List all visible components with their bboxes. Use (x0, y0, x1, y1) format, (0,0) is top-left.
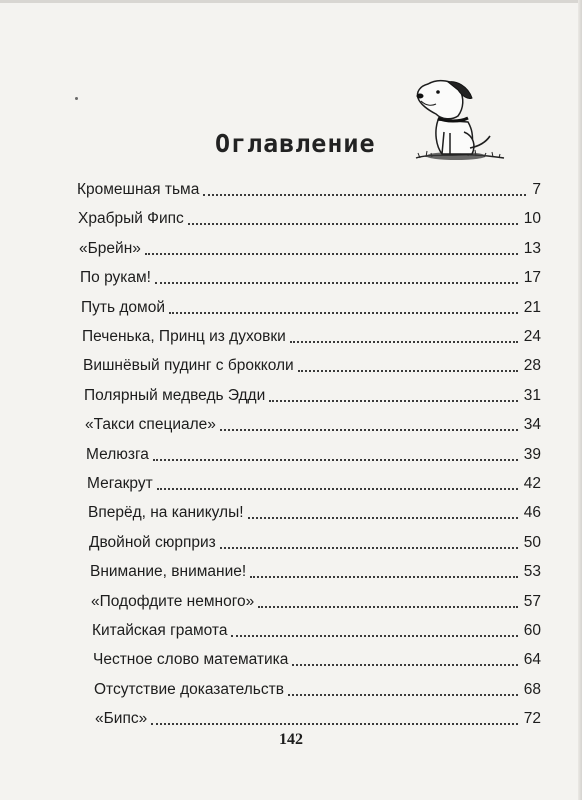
toc-entry-title: Кромешная тьма (77, 181, 200, 198)
toc-entry (77, 180, 541, 200)
toc-entry-page: 60 (523, 622, 541, 639)
toc-entry-page: 72 (523, 710, 541, 728)
toc-entry (80, 268, 541, 288)
dot-leader (258, 606, 518, 608)
toc-entry (93, 650, 541, 670)
toc-entry-title: Мегакрут (87, 475, 153, 492)
toc-entry-title: «Бипс» (95, 710, 148, 728)
toc-entry (78, 209, 541, 229)
toc-entry-title: Храбрый Фипс (78, 210, 184, 228)
toc-entry-title: «Брейн» (79, 239, 141, 257)
toc-entry-title: Путь домой (81, 298, 165, 316)
dot-leader (298, 370, 518, 372)
toc-entry (82, 327, 541, 347)
page-number: 142 (279, 731, 303, 748)
toc-entry-title: Вперёд, на каникулы! (88, 504, 244, 522)
toc-entry (88, 503, 541, 523)
dot-leader (151, 723, 518, 725)
toc-entry-page: 50 (523, 533, 541, 551)
toc-entry-page: 46 (523, 504, 541, 522)
toc-entry-page: 42 (523, 475, 541, 492)
toc-entry-page: 10 (523, 210, 541, 228)
toc-entry-title: Честное слово математика (93, 651, 289, 669)
dot-leader (203, 194, 526, 196)
dot-leader (188, 223, 518, 225)
toc-entry-page: 17 (523, 269, 541, 287)
dot-leader (269, 400, 518, 402)
toc-entry-title: Внимание, внимание! (90, 563, 247, 581)
toc-entry-page: 34 (523, 416, 541, 434)
toc-entry (92, 621, 541, 641)
toc-entry-title: Вишнёвый пудинг с брокколи (83, 357, 294, 375)
page-title: Оглавление (215, 129, 376, 158)
toc-entry (84, 386, 541, 406)
toc-entry-title: Полярный медведь Эдди (84, 386, 266, 404)
toc-entry-title: Китайская грамота (92, 622, 228, 639)
dot-leader (155, 282, 518, 284)
dot-leader (220, 547, 518, 549)
toc-entry (86, 445, 541, 465)
dot-leader (145, 253, 518, 255)
toc-entry-page: 39 (523, 445, 541, 463)
toc-entry-page: 31 (523, 386, 541, 404)
toc-entry-page: 68 (523, 680, 541, 698)
toc-entry-title: По рукам! (80, 269, 151, 287)
toc-entry-page: 24 (523, 328, 541, 345)
dot-leader (292, 664, 518, 666)
dot-leader (153, 459, 518, 461)
dot-leader (248, 517, 518, 519)
dot-leader (290, 341, 518, 343)
dot-leader (250, 576, 518, 578)
toc-entry-page: 53 (523, 563, 541, 581)
toc-entry (87, 474, 541, 494)
toc-entry (95, 709, 541, 729)
toc-entry-page: 13 (523, 239, 541, 257)
dot-leader (231, 635, 518, 637)
toc-entry-title: Двойной сюрприз (89, 533, 216, 551)
toc-entry (91, 592, 541, 612)
dot-leader (288, 694, 518, 696)
toc-entry (81, 298, 541, 318)
toc-entry-title: «Такси специале» (85, 416, 216, 434)
dot-leader (157, 488, 518, 490)
toc-entry-title: Мелюзга (86, 445, 149, 463)
toc-entry (83, 356, 541, 376)
toc-entry (89, 533, 541, 553)
dot-leader (169, 312, 518, 314)
toc-entry-page: 21 (523, 298, 541, 316)
toc-entry (85, 415, 541, 435)
toc-entry-page: 7 (532, 181, 541, 198)
toc-entry (94, 680, 541, 700)
toc-entry-page: 28 (523, 357, 541, 375)
toc-entry (79, 239, 541, 259)
toc-entry-page: 64 (523, 651, 541, 669)
toc-entry-title: «Подофдите немного» (91, 592, 255, 610)
toc-entry (90, 562, 541, 582)
toc-entry-page: 57 (523, 592, 541, 610)
toc-entry-title: Печенька, Принц из духовки (82, 328, 286, 345)
dot-leader (220, 429, 518, 431)
toc-entry-title: Отсутствие доказательств (94, 680, 284, 698)
